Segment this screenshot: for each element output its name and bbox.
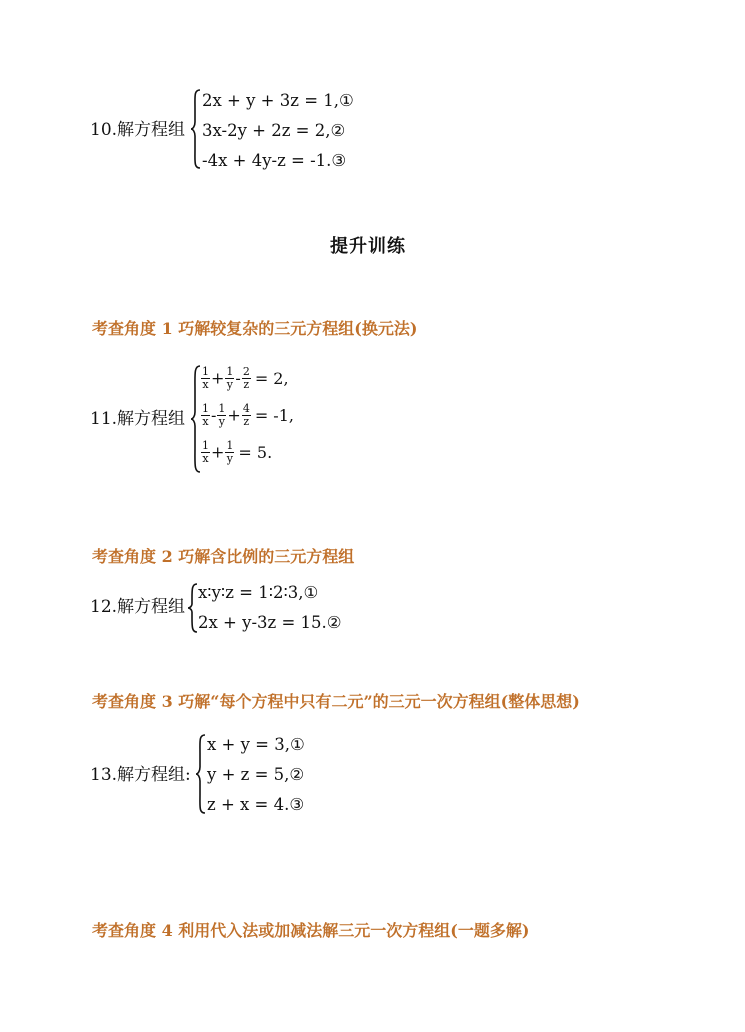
section-2-title: 考查角度 2 巧解含比例的三元方程组 [92, 547, 355, 566]
problem-11-label: 11.解方程组 [90, 409, 186, 429]
section-3-title: 考查角度 3 巧解“每个方程中只有二元”的三元一次方程组(整体思想) [92, 692, 580, 711]
fraction [225, 440, 234, 465]
fraction [225, 366, 234, 391]
operator: + [227, 405, 241, 425]
numerator: 1 [202, 439, 209, 452]
problem-11-equation-2 [200, 403, 294, 428]
fraction [242, 403, 251, 428]
problem-13-equation-3: z + x = 4.③ [207, 795, 305, 814]
numerator: 1 [226, 439, 234, 452]
numerator: 2 [242, 365, 250, 378]
numerator: 1 [226, 365, 234, 378]
problem-10-equation-2: 3x-2y + 2z = 2,② [202, 121, 346, 140]
operator: + [211, 368, 225, 388]
denominator: x [202, 378, 209, 391]
problem-11-equation-1 [200, 366, 289, 391]
denominator: x [202, 452, 209, 465]
left-brace-icon [190, 88, 202, 170]
right-hand-side: = 2, [254, 368, 289, 388]
right-hand-side: = -1, [254, 405, 294, 425]
page-heading: 提升训练 [330, 236, 406, 257]
fraction [201, 440, 210, 465]
numerator: 1 [202, 402, 209, 415]
problem-10-label: 10.解方程组 [90, 120, 186, 140]
operator: - [211, 405, 217, 425]
denominator: z [243, 378, 250, 391]
problem-13-equation-2: y + z = 5,② [207, 765, 305, 784]
problem-12-equation-1: x∶y∶z = 1∶2∶3,① [198, 583, 319, 602]
problem-10-equation-1: 2x + y + 3z = 1,① [202, 91, 354, 110]
right-hand-side: = 5. [238, 442, 273, 462]
fraction [217, 403, 226, 428]
fraction [242, 366, 251, 391]
problem-10-equation-3: -4x + 4y-z = -1.③ [202, 151, 347, 170]
section-4-title: 考查角度 4 利用代入法或加减法解三元一次方程组(一题多解) [92, 921, 530, 940]
numerator: 1 [202, 365, 209, 378]
numerator: 4 [242, 402, 250, 415]
problem-11-equation-3 [200, 440, 272, 465]
numerator: 1 [218, 402, 226, 415]
denominator: x [202, 415, 209, 428]
left-brace-icon [195, 733, 207, 815]
fraction [201, 366, 210, 391]
denominator: z [243, 415, 250, 428]
fraction [201, 403, 210, 428]
operator: - [235, 368, 241, 388]
denominator: y [218, 415, 226, 428]
section-1-title: 考查角度 1 巧解较复杂的三元方程组(换元法) [92, 319, 418, 338]
operator: + [211, 442, 225, 462]
problem-12-equation-2: 2x + y-3z = 15.② [198, 613, 342, 632]
problem-12-label: 12.解方程组 [90, 597, 186, 617]
problem-13-equation-1: x + y = 3,① [207, 735, 305, 754]
problem-13-label: 13.解方程组: [90, 765, 191, 785]
denominator: y [226, 452, 234, 465]
denominator: y [226, 378, 234, 391]
